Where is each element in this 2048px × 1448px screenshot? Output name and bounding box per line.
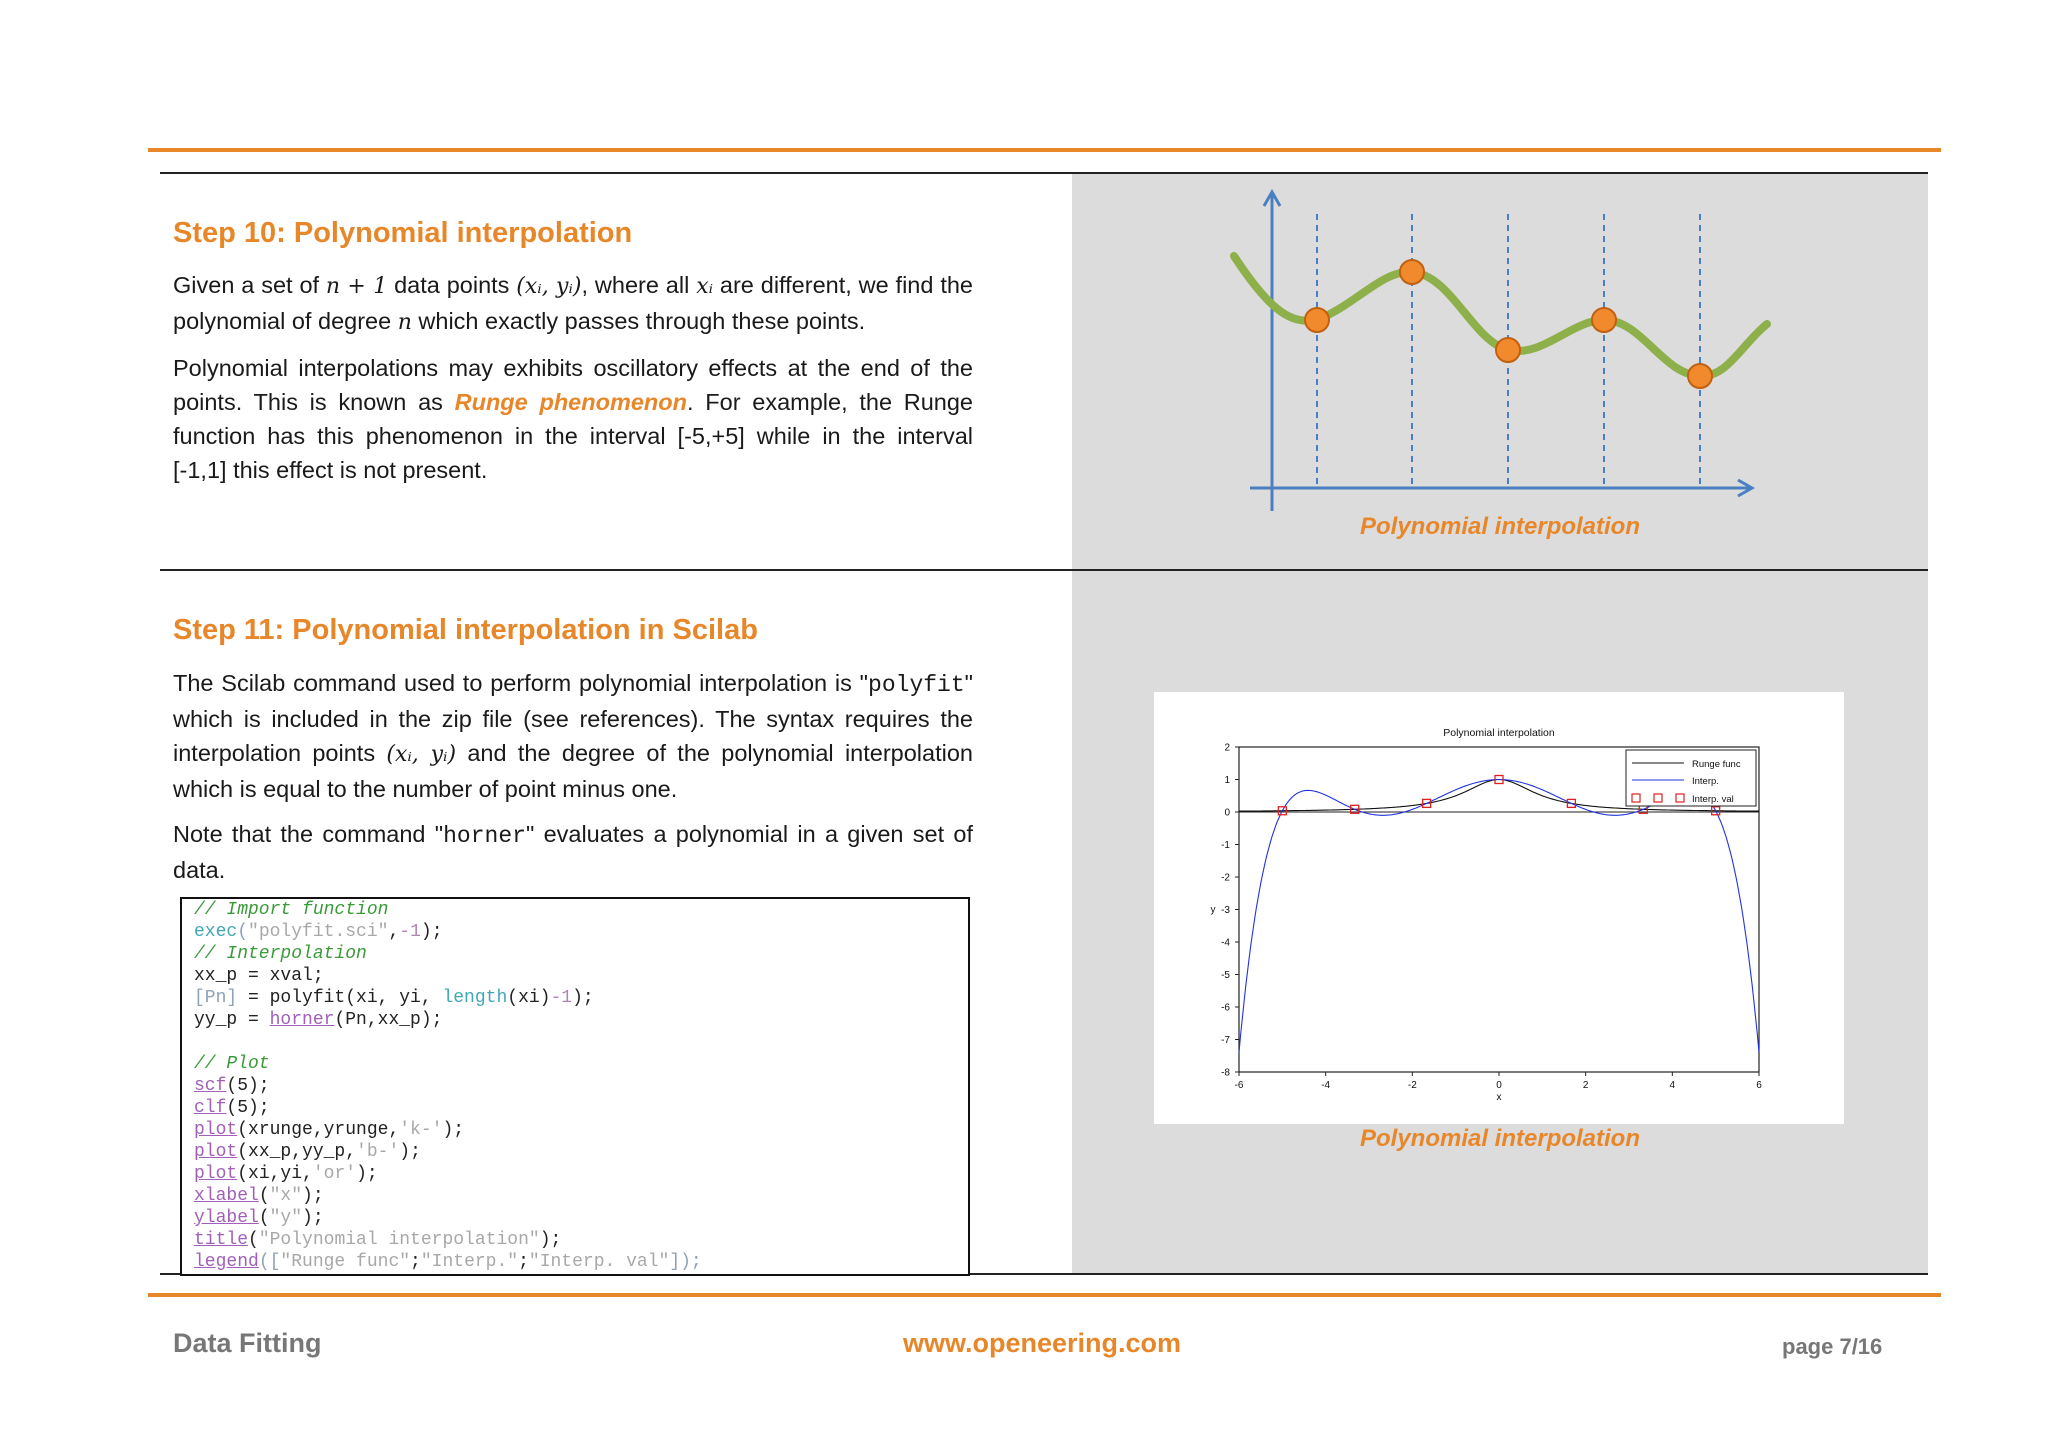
clf-link[interactable]: clf — [194, 1098, 227, 1118]
x-axis-label: x — [1496, 1092, 1502, 1103]
series-interp — [1239, 780, 1759, 1053]
x-tick-label: -6 — [1234, 1080, 1244, 1091]
y-tick-label: -6 — [1221, 1002, 1230, 1014]
scilab-plot — [1154, 692, 1844, 1124]
xlabel-link[interactable]: xlabel — [194, 1186, 259, 1206]
legend-label: Interp. — [1692, 776, 1719, 787]
footer-document-title: Data Fitting — [173, 1328, 322, 1358]
step11-paragraph-1: The Scilab command used to perform polynomial interpolation is "polyfit" which is included in the zip file (see references). The syntax requires the interpolation points (xᵢ, yᵢ) and the degree of the polynomial interpolation which is equal to the number of point minus one. — [173, 670, 973, 802]
y-axis-label: y — [1210, 904, 1216, 916]
header-rule — [148, 148, 1941, 152]
legend-link[interactable]: legend — [194, 1252, 259, 1272]
plot-link[interactable]: plot — [194, 1164, 238, 1184]
x-tick-label: 6 — [1756, 1080, 1762, 1091]
x-tick-label: 0 — [1496, 1080, 1502, 1091]
data-point — [1592, 308, 1616, 332]
y-tick-label: -1 — [1221, 840, 1230, 851]
plot-link[interactable]: plot — [194, 1142, 238, 1162]
plot-link[interactable]: plot — [194, 1120, 238, 1140]
y-tick-label: -5 — [1221, 970, 1230, 981]
x-tick-label: -2 — [1407, 1080, 1417, 1091]
y-tick-label: 1 — [1224, 775, 1230, 786]
legend-label: Interp. val — [1692, 794, 1734, 805]
step10-paragraph-2: Polynomial interpolations may exhibits oscillatory effects at the end of the points. This is known as Runge phenomenon. For example, the Runge function has this phenomenon in the interval [-5,+5] while in the interval [-1,1] this effect is not present. — [173, 355, 974, 483]
polyfit-inline-code: polyfit — [868, 672, 965, 698]
runge-phenomenon-highlight: Runge phenomenon — [454, 389, 687, 415]
data-point — [1688, 364, 1712, 388]
plot-title: Polynomial interpolation — [1443, 727, 1555, 739]
footer-page-number: page 7/16 — [1782, 1334, 1883, 1359]
step10-title: Step 10: Polynomial interpolation — [173, 217, 633, 249]
ylabel-link[interactable]: ylabel — [194, 1208, 259, 1228]
scilab-plot-card — [1154, 692, 1844, 1124]
footer-website-link[interactable]: www.openeering.com — [903, 1328, 1182, 1358]
interpolation-illustration — [1072, 174, 1928, 514]
data-point — [1496, 338, 1520, 362]
y-tick-label: -4 — [1221, 937, 1230, 949]
step10-paragraph-1: Given a set of n + 1 data points (xᵢ, yᵢ), where all xᵢ are different, we find the polynomial of degree n which exactly passes through these points. — [173, 272, 973, 335]
scf-link[interactable]: scf — [194, 1076, 227, 1096]
code-listing: // Import function exec("polyfit.sci",-1); // Interpolation xx_p = xval; [Pn] = polyfit(xi, yi, length(xi)-1); yy_p = horner(Pn,xx_p); // Plot scf(5); clf(5); plot(xrunge,yrunge,'k-'); plot(xx_p,yy_p,'b-'); plot(xi,yi,'or'); xlabel("x"); ylabel("y"); title("Polynomial interpolation"); legend(["Runge func";"Interp.";"Interp. val"]); — [194, 900, 702, 1272]
y-tick-label: 2 — [1224, 742, 1230, 754]
horner-link[interactable]: horner — [269, 1010, 335, 1030]
data-point — [1305, 308, 1329, 332]
y-tick-label: -8 — [1221, 1067, 1230, 1079]
data-point — [1400, 260, 1424, 284]
step11-figure-caption: Polynomial interpolation — [1359, 1125, 1641, 1152]
y-tick-label: -3 — [1221, 905, 1230, 916]
footer-rule — [148, 1293, 1941, 1297]
code-block — [180, 897, 970, 1276]
title-link[interactable]: title — [194, 1230, 249, 1250]
y-tick-label: 0 — [1224, 807, 1230, 819]
step10-figure-caption: Polynomial interpolation — [1359, 513, 1641, 540]
y-tick-label: -7 — [1221, 1035, 1230, 1046]
step11-paragraph-2: Note that the command "horner" evaluates a polynomial in a given set of data. — [173, 821, 973, 883]
x-tick-label: -4 — [1321, 1080, 1331, 1091]
step11-title: Step 11: Polynomial interpolation in Scilab — [173, 614, 758, 646]
y-tick-label: -2 — [1221, 872, 1230, 884]
x-tick-label: 4 — [1669, 1080, 1676, 1091]
horner-inline-code: horner — [443, 823, 526, 849]
x-tick-label: 2 — [1582, 1080, 1589, 1091]
legend-label: Runge func — [1692, 759, 1741, 770]
